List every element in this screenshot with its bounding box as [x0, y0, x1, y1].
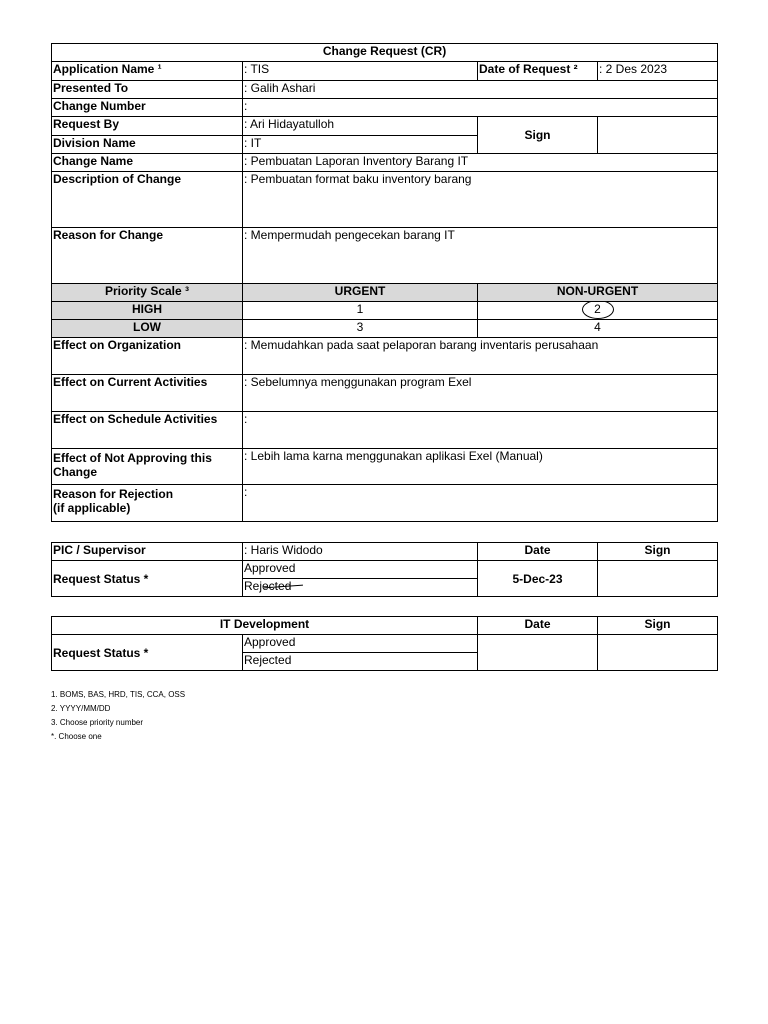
pic-value[interactable]: : Haris Widodo	[243, 543, 478, 561]
supervisor-sign-label: Sign	[598, 543, 718, 561]
supervisor-date-label: Date	[478, 543, 598, 561]
effect-org-value[interactable]: : Memudahkan pada saat pelaporan barang inventaris perusahaan	[243, 338, 718, 375]
footnote-3: 3. Choose priority number	[51, 718, 144, 727]
request-by-label: Request By	[52, 117, 243, 136]
high-label: HIGH	[52, 302, 243, 320]
urgent-header: URGENT	[243, 284, 478, 302]
it-rejected-option[interactable]: Rejected	[243, 653, 478, 671]
requester-sign-label: Sign	[478, 117, 598, 154]
date-of-request-value[interactable]: : 2 Des 2023	[598, 62, 718, 81]
reason-label: Reason for Change	[52, 228, 243, 284]
supervisor-sign-box[interactable]	[598, 561, 718, 597]
footnote-4: *. Choose one	[51, 732, 102, 741]
effect-current-value[interactable]: : Sebelumnya menggunakan program Exel	[243, 375, 718, 412]
footnote-1: 1. BOMS, BAS, HRD, TIS, CCA, OSS	[51, 690, 186, 699]
form-title: Change Request (CR)	[52, 44, 718, 62]
supervisor-status-label: Request Status *	[52, 561, 243, 597]
description-value[interactable]: : Pembuatan format baku inventory barang	[243, 172, 718, 228]
selected-priority-circle: 2	[594, 302, 601, 316]
application-name-label: Application Name ¹	[52, 62, 243, 81]
priority-high-urgent[interactable]: 1	[243, 302, 478, 320]
non-urgent-header: NON-URGENT	[478, 284, 718, 302]
presented-to-value[interactable]: : Galih Ashari	[243, 81, 718, 99]
it-development-table	[51, 616, 718, 671]
effect-schedule-value[interactable]: :	[243, 412, 718, 449]
request-by-value[interactable]: : Ari Hidayatulloh	[243, 117, 478, 136]
supervisor-approved-option[interactable]: Approved	[243, 561, 478, 579]
requester-sign-box[interactable]	[598, 117, 718, 154]
date-of-request-label: Date of Request ²	[478, 62, 598, 81]
it-approved-option[interactable]: Approved	[243, 635, 478, 653]
effect-current-label: Effect on Current Activities	[52, 375, 243, 412]
effect-org-label: Effect on Organization	[52, 338, 243, 375]
it-date-label: Date	[478, 617, 598, 635]
low-label: LOW	[52, 320, 243, 338]
it-status-label: Request Status *	[52, 635, 243, 671]
pic-label: PIC / Supervisor	[52, 543, 243, 561]
footnote-2: 2. YYYY/MM/DD	[51, 704, 111, 713]
change-name-label: Change Name	[52, 154, 243, 172]
supervisor-rejected-option[interactable]	[243, 579, 478, 597]
description-label: Description of Change	[52, 172, 243, 228]
change-name-value[interactable]: : Pembuatan Laporan Inventory Barang IT	[243, 154, 718, 172]
change-number-value[interactable]: :	[243, 99, 718, 117]
reason-value[interactable]: : Mempermudah pengecekan barang IT	[243, 228, 718, 284]
priority-low-non-urgent[interactable]: 4	[478, 320, 718, 338]
effect-not-approving-label: Effect of Not Approving this Change	[52, 449, 243, 485]
presented-to-label: Presented To	[52, 81, 243, 99]
footnotes	[51, 688, 185, 744]
rejection-value[interactable]: :	[243, 485, 718, 522]
change-request-table	[51, 43, 718, 522]
rejected-strikethrough: Rejected	[244, 579, 291, 593]
application-name-value[interactable]: : TIS	[243, 62, 478, 81]
division-name-label: Division Name	[52, 136, 243, 154]
change-number-label: Change Number	[52, 99, 243, 117]
effect-schedule-label: Effect on Schedule Activities	[52, 412, 243, 449]
division-name-value[interactable]: : IT	[243, 136, 478, 154]
priority-scale-label: Priority Scale ³	[52, 284, 243, 302]
supervisor-date-value[interactable]: 5-Dec-23	[478, 561, 598, 597]
it-date-value[interactable]	[478, 635, 598, 671]
it-sign-label: Sign	[598, 617, 718, 635]
priority-low-urgent[interactable]: 3	[243, 320, 478, 338]
supervisor-table	[51, 542, 718, 597]
priority-high-non-urgent[interactable]	[478, 302, 718, 320]
it-development-title: IT Development	[52, 617, 478, 635]
rejection-label: Reason for Rejection (if applicable)	[52, 485, 243, 522]
it-sign-box[interactable]	[598, 635, 718, 671]
effect-not-approving-value[interactable]: : Lebih lama karna menggunakan aplikasi Exel (Manual)	[243, 449, 718, 485]
